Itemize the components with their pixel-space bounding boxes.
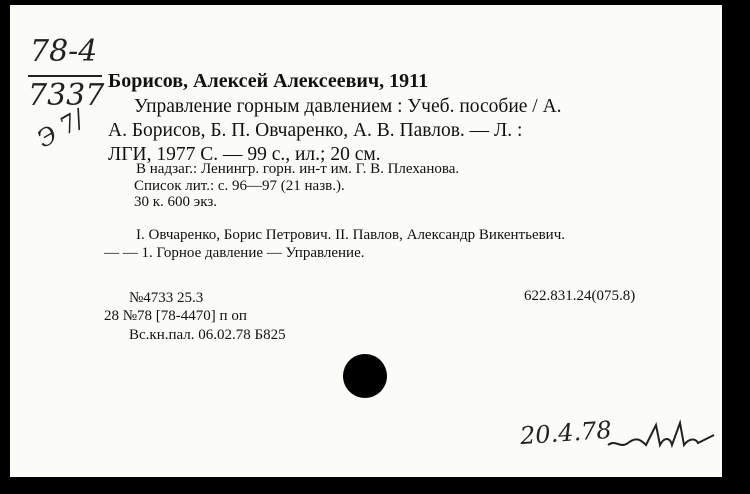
punch-hole — [343, 354, 387, 398]
author-heading: Борисов, Алексей Алексеевич, 1911 — [108, 70, 429, 92]
classification-number: 622.831.24(075.8) — [524, 288, 636, 304]
title-line-1: Управление горным давлением : Учеб. пособие / А. — [134, 96, 562, 117]
title-line-2: А. Борисов, Б. П. Овчаренко, А. В. Павлов. — Л. : — [108, 120, 523, 141]
note-line-1: В надзаг.: Ленингр. горн. ин-т им. Г. В. Плеханова. — [136, 161, 460, 177]
note-line-2: Список лит.: с. 96—97 (21 назв.). — [134, 178, 345, 194]
record-line-2: 28 №78 [78-4470] п оп — [104, 308, 247, 324]
handwritten-signature: 20.4.78 — [519, 415, 613, 451]
signature-scribble — [606, 413, 716, 453]
catalog-card — [10, 5, 722, 477]
note-line-3: 30 к. 600 экз. — [134, 194, 217, 210]
handwritten-call-number-bottom: 7337 — [28, 78, 105, 113]
call-number-divider — [28, 75, 102, 77]
record-line-1: №4733 25.3 — [129, 290, 204, 306]
handwritten-call-number-top: 78-4 — [30, 34, 98, 69]
tracing-line-1: I. Овчаренко, Борис Петрович. II. Павлов, Александр Викентьевич. — [136, 227, 566, 243]
title-line-3: ЛГИ, 1977 С. — 99 с., ил.; 20 см. — [108, 144, 381, 165]
handwritten-side-note: Э 7/ — [32, 104, 90, 154]
tracing-line-2: — — 1. Горное давление — Управление. — [104, 245, 365, 261]
record-line-3: Вс.кн.пал. 06.02.78 Б825 — [129, 327, 286, 343]
